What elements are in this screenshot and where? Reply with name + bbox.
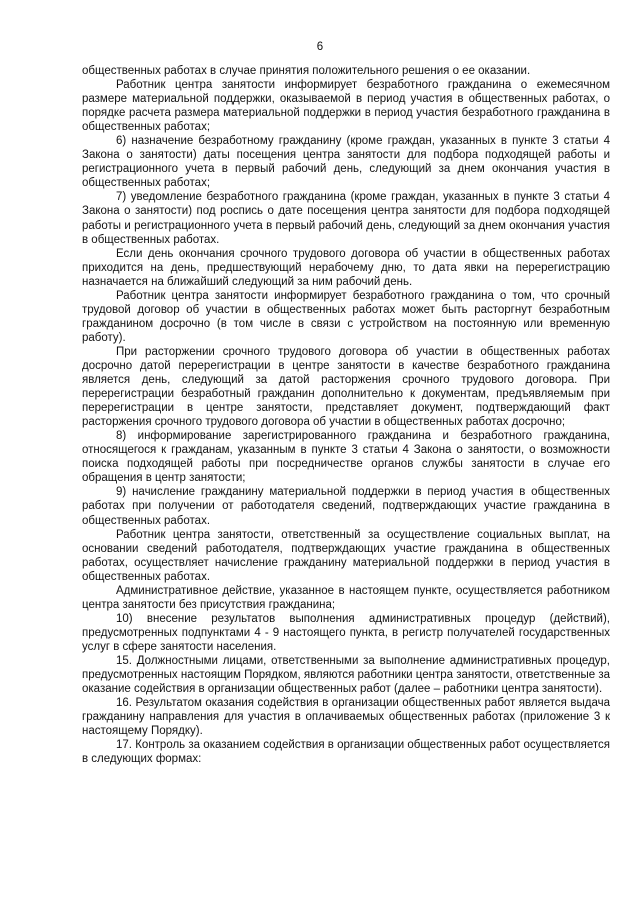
paragraph: 16. Результатом оказания содействия в организации общественных работ является выдача гражданину направления для участия в оплачиваемых общественных работах (приложение 3 к настоящему Порядку). — [82, 697, 610, 738]
paragraph: 15. Должностными лицами, ответственными за выполнение административных процедур, предусмотренных настоящим Порядком, являются работники центра занятости, ответственные за оказание содействия в организации общественных работ (далее – работники центра занятости). — [82, 654, 610, 696]
paragraph: 8) информирование зарегистрированного гражданина и безработного гражданина, относящегося к гражданам, указанным в пункте 3 статьи 4 Закона о занятости, о возможности поиска подходящей работы при посредничестве органов службы занятости в случае его обращения в центр занятости; — [82, 430, 610, 485]
paragraph: 10) внесение результатов выполнения административных процедур (действий), предусмотренных подпунктами 4 - 9 настоящего пункта, в регистр получателей государственных услуг в сфере занятости населения. — [82, 612, 610, 653]
paragraph: 6) назначение безработному гражданину (кроме граждан, указанных в пункте 3 статьи 4 Закона о занятости) даты посещения центра занятости для подбора подходящей работы и регистрационного учета в первый рабочий день, следующий за днем окончания участия в общественных работах; — [82, 135, 610, 190]
paragraph: 7) уведомление безработного гражданина (кроме граждан, указанных в пункте 3 статьи 4 Закона о занятости) под роспись о дате посещения центра занятости для подбора подходящей работы и регистрационного учета в первый рабочий день, следующий за днем окончания участия в общественных работах. — [82, 191, 610, 246]
paragraph: общественных работах в случае принятия положительного решения о ее оказании. — [82, 65, 531, 77]
paragraph: Работник центра занятости информирует безработного гражданина о том, что срочный трудовой договор об участии в общественных работах может быть расторгнут безработным гражданином досрочно (в том числе в связи с устройством на постоянную или временную работу). — [82, 289, 610, 344]
paragraph: Административное действие, указанное в настоящем пункте, осуществляется работником центра занятости без присутствия гражданина; — [82, 584, 610, 611]
paragraph: 17. Контроль за оказанием содействия в организации общественных работ осуществляется в следующих формах: — [82, 739, 610, 766]
paragraph: Работник центра занятости информирует безработного гражданина о ежемесячном размере материальной поддержки, оказываемой в период участия в общественных работах, о порядке расчета размера материальной поддержки в период участия безработного гражданина в общественных работах; — [82, 79, 610, 134]
paragraph: При расторжении срочного трудового договора об участии в общественных работах досрочно датой перерегистрации в центре занятости в качестве безработного гражданина является день, следующий за датой расторжения срочного трудового договора. При перерегистрации безработный гражданин дополнительно к документам, предъявляемым при перерегистрации в центре занятости, представляет документ, подтверждающий факт расторжения срочного трудового договора об участии в общественных работах досрочно; — [82, 345, 610, 429]
document-body — [82, 64, 610, 766]
paragraph: Работник центра занятости, ответственный за осуществление социальных выплат, на основании сведений работодателя, подтверждающих участие гражданина в общественных работах, осуществляет начисление гражданину материальной поддержки в период участия в общественных работах. — [82, 528, 610, 583]
paragraph: 9) начисление гражданину материальной поддержки в период участия в общественных работах при получении от работодателя сведений, подтверждающих участие гражданина в общественных работах. — [82, 486, 610, 527]
page-number: 6 — [316, 41, 324, 53]
paragraph: Если день окончания срочного трудового договора об участии в общественных работах приходится на день, предшествующий нерабочему дню, то дата явки на перерегистрацию назначается на ближайший следующий за ним рабочий день. — [82, 247, 610, 288]
